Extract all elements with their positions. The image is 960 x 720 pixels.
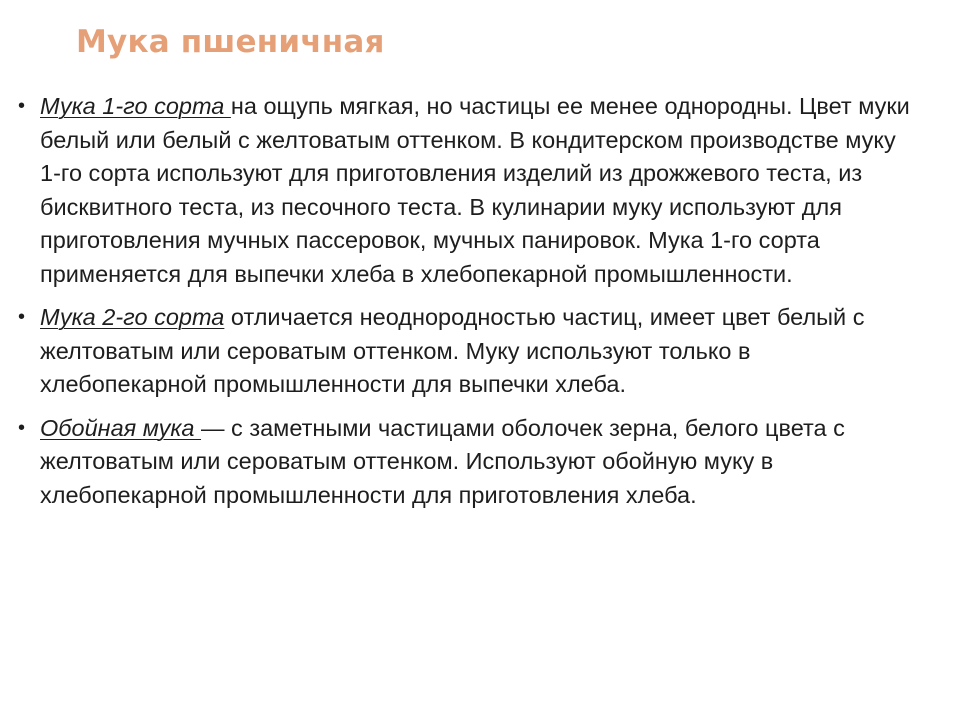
bullet-dot-icon: • bbox=[18, 95, 26, 117]
bullet-text: отличается неоднородностью частиц, имеет цвет белый с желтоватым или сероватым оттенком. Муку используют только в хлебопекарной промышленности для выпечки хлеба. bbox=[40, 304, 865, 397]
bullet-list bbox=[18, 90, 918, 522]
bullet-text: на ощупь мягкая, но частицы ее менее однородны. Цвет муки белый или белый с желтоватым оттенком. В кондитерском производстве муку 1-го сорта используют для приготовления изделий из дрожжевого теста, из бисквитного теста, из песочного теста. В кулинарии муку используют для приготовления мучных пассеровок, мучных панировок. Мука 1-го сорта применяется для выпечки хлеба в хлебопекарной промышленности. bbox=[40, 93, 910, 287]
bullet-term: Мука 2-го сорта bbox=[40, 304, 225, 330]
bullet-text: — с заметными частицами оболочек зерна, белого цвета с желтоватым или сероватым оттенком. Используют обойную муку в хлебопекарной промышленности для приготовления хлеба. bbox=[40, 414, 845, 508]
bullet-dot-icon: • bbox=[18, 306, 26, 328]
slide-title: Мука пшеничная bbox=[76, 24, 385, 60]
bullet-dot-icon: • bbox=[18, 416, 26, 439]
bullet-item-wholemeal-flour bbox=[18, 412, 918, 513]
bullet-term: Мука 1-го сорта bbox=[40, 93, 231, 119]
bullet-item-flour-grade-2 bbox=[18, 301, 918, 402]
bullet-item-flour-grade-1 bbox=[18, 90, 918, 291]
bullet-term: Обойная мука bbox=[40, 414, 202, 441]
